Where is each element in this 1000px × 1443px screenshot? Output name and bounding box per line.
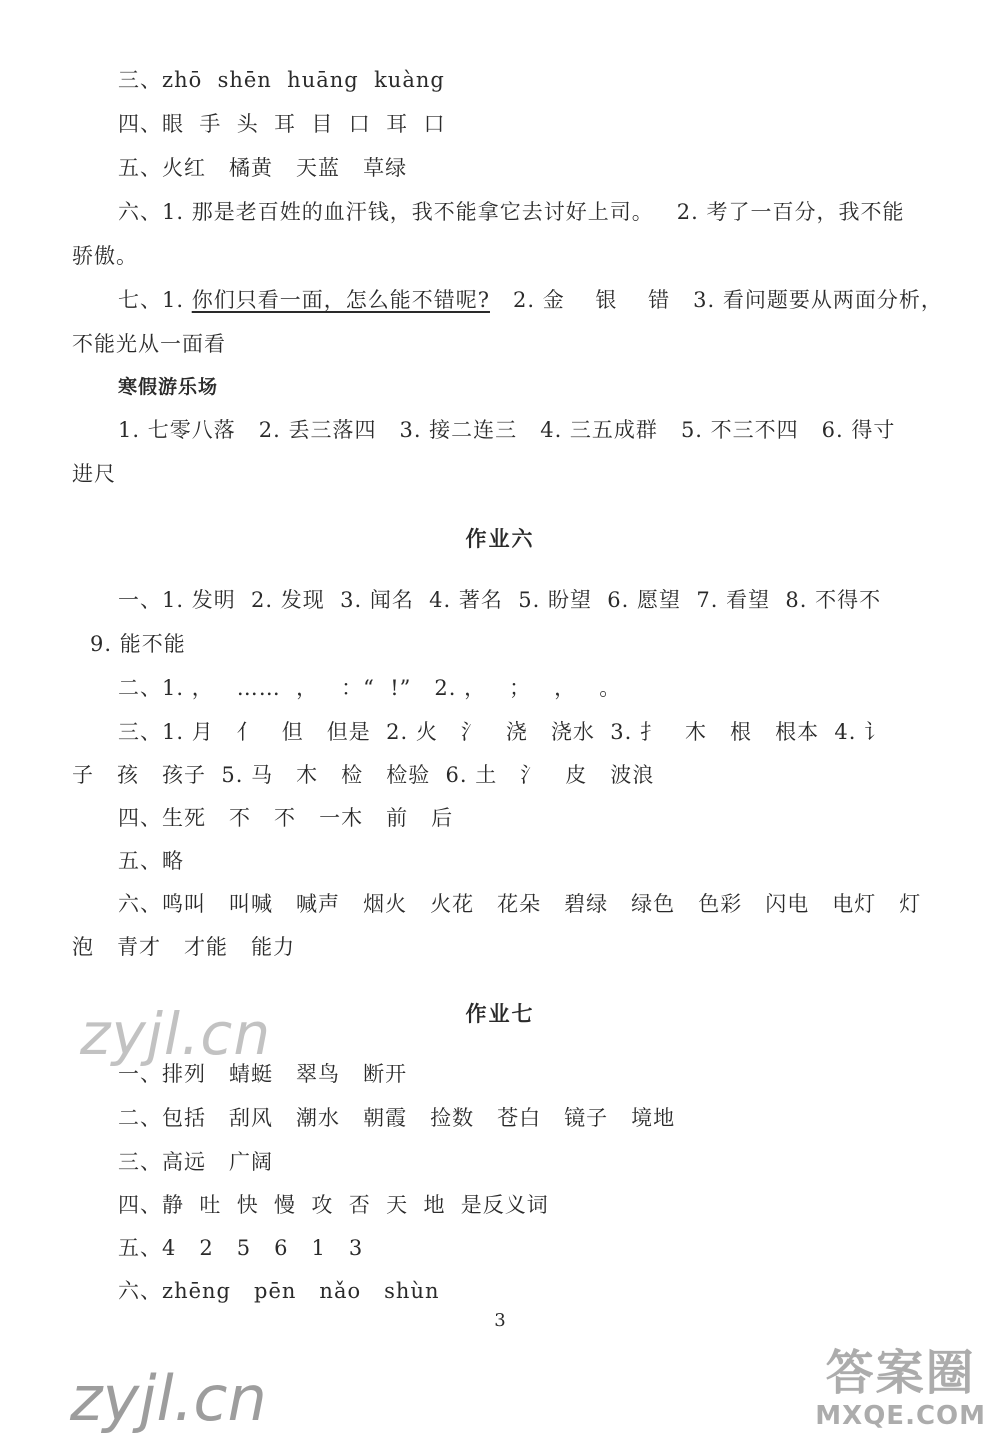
hw6-line-1: 一、1. 发明 2. 发现 3. 闻名 4. 著名 5. 盼望 6. 愿望 7. 看望 8. 不得不: [118, 588, 882, 612]
watermark-bottom: zyjl.cn: [70, 1362, 267, 1435]
answer-line-6-continued: 骄傲。: [72, 244, 138, 268]
hw6-line-4: 四、生死 不 不 一木 前 后: [118, 806, 454, 830]
answer-line-4: 四、眼 手 头 耳 目 口 耳 口: [118, 112, 446, 136]
hw7-line-1: 一、排列 蜻蜓 翠鸟 断开: [118, 1062, 408, 1086]
watermark-mid: zyjl.cn: [80, 1000, 272, 1068]
page-number: 3: [494, 1310, 506, 1331]
hw6-line-3-continued: 子 孩 孩子 5. 马 木 检 检验 6. 土 氵 皮 波浪: [72, 763, 655, 787]
homework-6-title: 作业六: [465, 527, 535, 551]
watermark-logo-text: 答案圈: [825, 1345, 976, 1401]
answer-line-7-suffix: 2. 金 银 错 3. 看问题要从两面分析，: [489, 288, 943, 312]
homework-7-title: 作业七: [465, 1002, 535, 1026]
hw6-line-5: 五、略: [118, 849, 184, 873]
answer-line-7: [118, 286, 943, 314]
winter-park-line: 1. 七零八落 2. 丢三落四 3. 接二连三 4. 三五成群 5. 不三不四 6. 得寸: [118, 418, 896, 442]
watermark-logo-domain: MXQE.COM: [815, 1401, 986, 1431]
hw7-line-2: 二、包括 刮风 潮水 朝霞 捡数 苍白 镜子 境地: [118, 1106, 676, 1130]
answer-line-7-prefix: 七、1.: [118, 288, 192, 312]
hw6-line-1-continued: 9. 能不能: [90, 632, 186, 656]
hw7-line-4: 四、静 吐 快 慢 攻 否 天 地 是反义词: [118, 1193, 549, 1217]
hw7-line-6: 六、zhēng pēn nǎo shùn: [118, 1279, 440, 1303]
answer-line-7-continued: 不能光从一面看: [72, 332, 226, 356]
winter-park-title: 寒假游乐场: [118, 376, 219, 398]
hw6-line-2: 二、1. ， …… ， ：“ !” 2. ， ； ， 。: [118, 676, 622, 700]
hw6-line-6: 六、鸣叫 叫喊 喊声 烟火 火花 花朵 碧绿 绿色 色彩 闪电 电灯 灯: [118, 892, 922, 916]
hw6-line-6-continued: 泡 青才 才能 能力: [72, 935, 296, 959]
hw6-line-3: 三、1. 月 亻 但 但是 2. 火 氵 浇 浇水 3. 扌 木 根 根本 4. 讠: [118, 720, 887, 744]
hw7-line-5: 五、4 2 5 6 1 3: [118, 1236, 364, 1260]
answer-line-5: 五、火红 橘黄 天蓝 草绿: [118, 156, 408, 180]
hw7-line-3: 三、高远 广阔: [118, 1150, 274, 1174]
answer-line-6: 六、1. 那是老百姓的血汗钱，我不能拿它去讨好上司。 2. 考了一百分，我不能: [118, 200, 905, 224]
underlined-answer: 你们只看一面，怎么能不错呢?: [191, 288, 490, 312]
answer-line-3: 三、zhō shēn huāng kuàng: [118, 68, 445, 92]
watermark-logo: [815, 1345, 986, 1431]
winter-park-line-continued: 进尺: [72, 462, 116, 486]
